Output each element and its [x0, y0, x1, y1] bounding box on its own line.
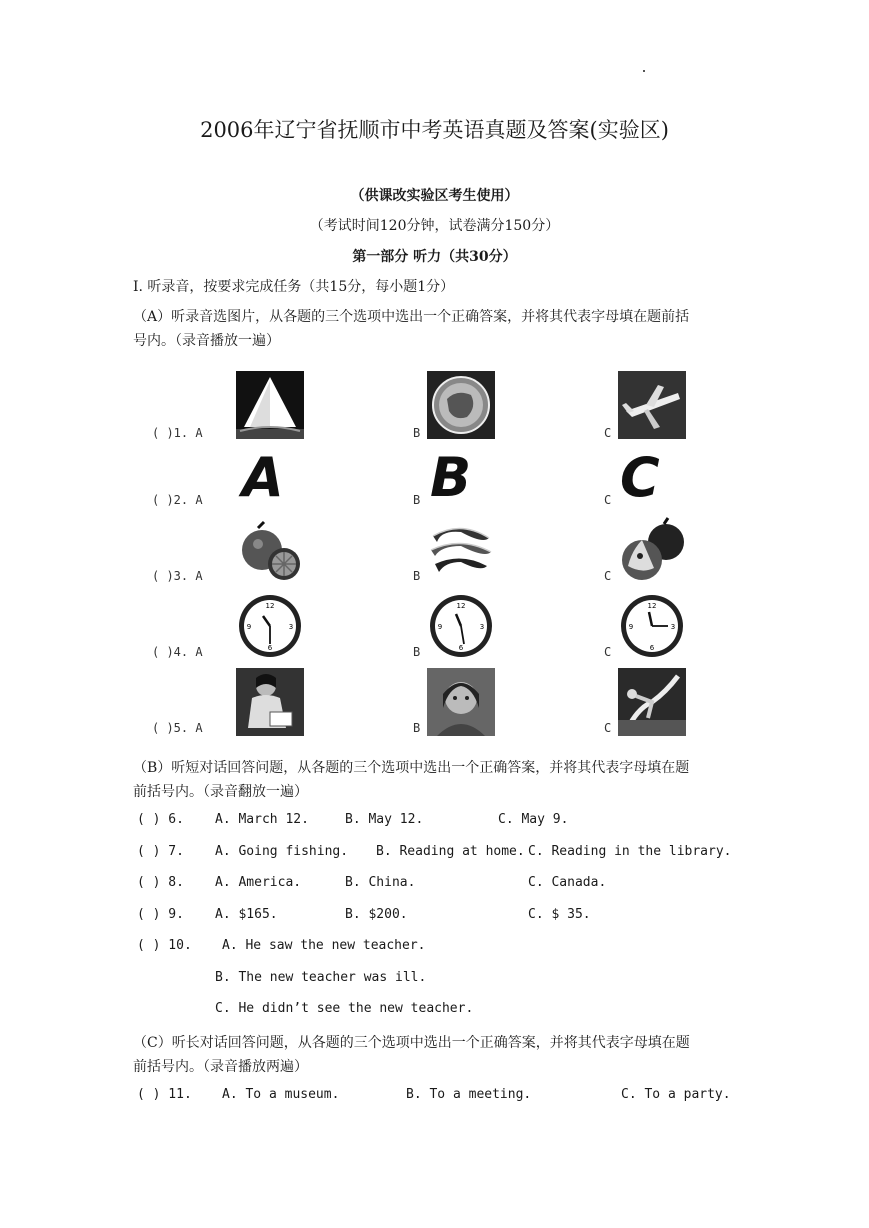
section-c-instruction-2: 前括号内。（录音播放两遍）: [133, 1059, 308, 1075]
question-2-label: ( )2. A: [152, 493, 203, 507]
question-9-option-b: B. $200.: [345, 907, 408, 922]
question-10-option-a: A. He saw the new teacher.: [222, 938, 426, 953]
clock-a-icon: [236, 592, 304, 660]
question-11-number: ( ) 11.: [137, 1087, 192, 1102]
clock-a-3: 3: [288, 623, 294, 631]
question-8-option-b: B. China.: [345, 875, 416, 890]
clock-a-9: 9: [246, 623, 252, 631]
question-11-option-a: A. To a museum.: [222, 1087, 340, 1102]
question-6-option-c: C. May 9.: [498, 812, 569, 827]
clock-c-3: 3: [670, 623, 676, 631]
section-i-instruction: I. 听录音，按要求完成任务（共15分，每小题1分）: [133, 279, 455, 295]
clock-b-12: 12: [456, 602, 466, 610]
question-9-option-c: C. $ 35.: [528, 907, 591, 922]
question-2-option-b: B: [413, 493, 421, 507]
clock-a-12: 12: [265, 602, 275, 610]
question-6-number: ( ) 6.: [137, 812, 184, 827]
question-5-option-c: C: [604, 721, 612, 735]
clock-c-12: 12: [647, 602, 657, 610]
dancer-picture: [618, 668, 686, 736]
clock-b-3: 3: [479, 623, 485, 631]
girl-portrait-picture: [427, 668, 495, 736]
question-7-option-a: A. Going fishing.: [215, 844, 349, 859]
question-4-option-b: B: [413, 645, 421, 659]
orange-picture: [236, 516, 304, 584]
reading-girl-picture: [236, 668, 304, 736]
section-a-instruction-2: 号内。（录音播放一遍）: [133, 333, 280, 349]
letter-a-picture: A: [242, 446, 284, 509]
clock-b-9: 9: [437, 623, 443, 631]
question-11-option-c: C. To a party.: [621, 1087, 731, 1102]
clock-b-6: 6: [458, 644, 464, 652]
question-3-label: ( )3. A: [152, 569, 203, 583]
clock-a-6: 6: [267, 644, 273, 652]
question-10-option-b: B. The new teacher was ill.: [215, 970, 427, 985]
question-8-option-c: C. Canada.: [528, 875, 607, 890]
clock-c-6: 6: [649, 644, 655, 652]
globe-picture: [427, 371, 495, 439]
question-10-option-c: C. He didn’t see the new teacher.: [215, 1001, 474, 1016]
question-11-option-b: B. To a meeting.: [406, 1087, 532, 1102]
question-3-option-b: B: [413, 569, 421, 583]
question-7-number: ( ) 7.: [137, 844, 184, 859]
question-10-number: ( ) 10.: [137, 938, 192, 953]
section-b-instruction-1: （B）听短对话回答问题，从各题的三个选项中选出一个正确答案，并将其代表字母填在题: [133, 760, 690, 776]
question-8-option-a: A. America.: [215, 875, 302, 890]
question-6-option-a: A. March 12.: [215, 812, 309, 827]
question-9-option-a: A. $165.: [215, 907, 278, 922]
letter-c-picture: C: [620, 446, 660, 509]
usage-note: （供课改实验区考生使用）: [350, 188, 519, 204]
question-5-label: ( )5. A: [152, 721, 203, 735]
section-c-instruction-1: （C）听长对话回答问题，从各题的三个选项中选出一个正确答案，并将其代表字母填在题: [133, 1035, 690, 1051]
question-9-number: ( ) 9.: [137, 907, 184, 922]
bananas-picture: [427, 516, 495, 584]
question-6-option-b: B. May 12.: [345, 812, 424, 827]
letter-b-picture: B: [430, 446, 472, 509]
apple-picture: [618, 516, 686, 584]
sailboat-picture: [236, 371, 304, 439]
question-7-option-c: C. Reading in the library.: [528, 844, 732, 859]
question-4-option-c: C: [604, 645, 612, 659]
speck-mark: [643, 70, 645, 72]
part-one-heading: 第一部分 听力（共30分）: [352, 249, 517, 265]
question-4-label: ( )4. A: [152, 645, 203, 659]
question-1-option-b: B: [413, 426, 421, 440]
question-1-option-c: C: [604, 426, 612, 440]
page-title: 2006年辽宁省抚顺市中考英语真题及答案(实验区): [200, 118, 669, 142]
section-a-instruction-1: （A）听录音选图片，从各题的三个选项中选出一个正确答案，并将其代表字母填在题前括: [133, 309, 690, 325]
airplane-picture: [618, 371, 686, 439]
question-3-option-c: C: [604, 569, 612, 583]
clock-c-9: 9: [628, 623, 634, 631]
question-7-option-b: B. Reading at home.: [376, 844, 525, 859]
question-5-option-b: B: [413, 721, 421, 735]
question-1-label: ( )1. A: [152, 426, 203, 440]
section-b-instruction-2: 前括号内。（录音翻放一遍）: [133, 784, 308, 800]
clock-c-icon: [618, 592, 686, 660]
question-8-number: ( ) 8.: [137, 875, 184, 890]
clock-b-icon: [427, 592, 495, 660]
question-2-option-c: C: [604, 493, 612, 507]
exam-info: （考试时间120分钟，试卷满分150分）: [309, 218, 560, 234]
